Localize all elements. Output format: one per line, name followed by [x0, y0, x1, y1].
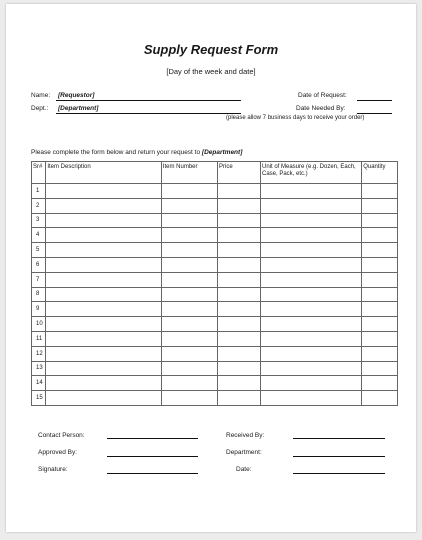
unit-of-measure-cell[interactable] — [260, 272, 361, 287]
price-cell[interactable] — [218, 391, 261, 406]
dept-value[interactable]: [Department] — [58, 105, 99, 112]
item-number-cell[interactable] — [161, 287, 217, 302]
quantity-cell[interactable] — [362, 346, 398, 361]
contact-person-field[interactable] — [107, 438, 198, 439]
date-of-request-label: Date of Request: — [298, 92, 347, 99]
item-description-cell[interactable] — [46, 302, 162, 317]
received-by-field[interactable] — [293, 438, 385, 439]
item-description-cell[interactable] — [46, 213, 162, 228]
table-row — [32, 257, 398, 272]
quantity-cell[interactable] — [362, 376, 398, 391]
item-number-cell[interactable] — [161, 257, 217, 272]
form-date-placeholder: [Day of the week and date] — [166, 67, 256, 76]
item-number-cell[interactable] — [161, 346, 217, 361]
unit-of-measure-cell[interactable] — [260, 376, 361, 391]
quantity-cell[interactable] — [362, 331, 398, 346]
date-field[interactable] — [293, 473, 385, 474]
date-label: Date: — [236, 466, 252, 473]
col-header-unit-of-measure: Unit of Measure (e.g. Dozen, Each, Case, Pack, etc.) — [260, 162, 361, 184]
name-value[interactable]: [Requestor] — [58, 92, 95, 99]
form-page — [6, 4, 416, 532]
department-field[interactable] — [293, 456, 385, 457]
department-label: Department: — [226, 449, 262, 456]
unit-of-measure-cell[interactable] — [260, 302, 361, 317]
date-of-request-field[interactable] — [357, 100, 392, 101]
col-header-item-description: Item Description — [46, 162, 162, 184]
name-label: Name: — [31, 92, 51, 99]
instructions-department: [Department] — [201, 149, 243, 156]
col-header-sr: Sr# — [32, 162, 46, 184]
item-description-cell[interactable] — [46, 243, 162, 258]
item-number-cell[interactable] — [161, 391, 217, 406]
item-description-cell[interactable] — [46, 346, 162, 361]
unit-of-measure-cell[interactable] — [260, 317, 361, 332]
item-description-cell[interactable] — [46, 331, 162, 346]
unit-of-measure-cell[interactable] — [260, 361, 361, 376]
price-cell[interactable] — [218, 287, 261, 302]
table-row — [32, 287, 398, 302]
sr-cell: 9 — [32, 302, 46, 317]
table-row — [32, 198, 398, 213]
table-row — [32, 272, 398, 287]
quantity-cell[interactable] — [362, 198, 398, 213]
instructions-text: Please complete the form below and return your request to — [31, 149, 202, 156]
date-needed-label: Date Needed By: — [296, 105, 346, 112]
quantity-cell[interactable] — [362, 243, 398, 258]
unit-of-measure-cell[interactable] — [260, 287, 361, 302]
quantity-cell[interactable] — [362, 257, 398, 272]
item-description-cell[interactable] — [46, 391, 162, 406]
sr-cell: 8 — [32, 287, 46, 302]
item-description-cell[interactable] — [46, 272, 162, 287]
item-number-cell[interactable] — [161, 184, 217, 199]
table-row — [32, 391, 398, 406]
item-number-cell[interactable] — [161, 228, 217, 243]
item-number-cell[interactable] — [161, 317, 217, 332]
approved-by-label: Approved By: — [38, 449, 78, 456]
quantity-cell[interactable] — [362, 213, 398, 228]
approved-by-field[interactable] — [107, 456, 198, 457]
quantity-cell[interactable] — [362, 391, 398, 406]
dept-label: Dept.: — [31, 105, 49, 112]
instructions — [31, 149, 242, 156]
unit-of-measure-cell[interactable] — [260, 198, 361, 213]
col-header-price: Price — [218, 162, 261, 184]
table-row — [32, 331, 398, 346]
price-cell[interactable] — [218, 317, 261, 332]
col-header-quantity: Quantity — [362, 162, 398, 184]
price-cell[interactable] — [218, 213, 261, 228]
unit-of-measure-cell[interactable] — [260, 243, 361, 258]
col-header-item-number: Item Number — [161, 162, 217, 184]
item-number-cell[interactable] — [161, 272, 217, 287]
sr-cell: 10 — [32, 317, 46, 332]
price-cell[interactable] — [218, 257, 261, 272]
quantity-cell[interactable] — [362, 361, 398, 376]
unit-of-measure-cell[interactable] — [260, 331, 361, 346]
unit-of-measure-cell[interactable] — [260, 346, 361, 361]
sr-cell: 4 — [32, 228, 46, 243]
table-row — [32, 346, 398, 361]
sr-cell: 6 — [32, 257, 46, 272]
item-description-cell[interactable] — [46, 228, 162, 243]
item-number-cell[interactable] — [161, 198, 217, 213]
price-cell[interactable] — [218, 331, 261, 346]
sr-cell: 2 — [32, 198, 46, 213]
unit-of-measure-cell[interactable] — [260, 213, 361, 228]
table-row — [32, 243, 398, 258]
sr-cell: 12 — [32, 346, 46, 361]
unit-of-measure-cell[interactable] — [260, 257, 361, 272]
unit-of-measure-cell[interactable] — [260, 391, 361, 406]
date-needed-field[interactable] — [357, 113, 392, 114]
sr-cell: 14 — [32, 376, 46, 391]
item-description-cell[interactable] — [46, 184, 162, 199]
price-cell[interactable] — [218, 184, 261, 199]
table-row — [32, 213, 398, 228]
item-description-cell[interactable] — [46, 257, 162, 272]
table-row — [32, 228, 398, 243]
table-row — [32, 184, 398, 199]
unit-of-measure-cell[interactable] — [260, 228, 361, 243]
price-cell[interactable] — [218, 228, 261, 243]
quantity-cell[interactable] — [362, 317, 398, 332]
sr-cell: 7 — [32, 272, 46, 287]
item-number-cell[interactable] — [161, 331, 217, 346]
quantity-cell[interactable] — [362, 302, 398, 317]
price-cell[interactable] — [218, 243, 261, 258]
item-description-cell[interactable] — [46, 287, 162, 302]
table-row — [32, 361, 398, 376]
item-description-cell[interactable] — [46, 198, 162, 213]
price-cell[interactable] — [218, 346, 261, 361]
received-by-label: Received By: — [226, 432, 265, 439]
contact-person-label: Contact Person: — [38, 432, 85, 439]
item-number-cell[interactable] — [161, 213, 217, 228]
signature-label: Signature: — [38, 466, 68, 473]
item-number-cell[interactable] — [161, 361, 217, 376]
form-title: Supply Request Form — [143, 42, 279, 57]
sr-cell: 5 — [32, 243, 46, 258]
sr-cell: 11 — [32, 331, 46, 346]
quantity-cell[interactable] — [362, 184, 398, 199]
table-row — [32, 376, 398, 391]
item-description-cell[interactable] — [46, 317, 162, 332]
dept-underline — [56, 113, 241, 114]
signature-field[interactable] — [107, 473, 198, 474]
price-cell[interactable] — [218, 198, 261, 213]
price-cell[interactable] — [218, 272, 261, 287]
business-days-note: (please allow 7 business days to receive your order) — [226, 115, 365, 121]
quantity-cell[interactable] — [362, 228, 398, 243]
quantity-cell[interactable] — [362, 272, 398, 287]
supply-table — [31, 161, 398, 406]
item-description-cell[interactable] — [46, 361, 162, 376]
sr-cell: 15 — [32, 391, 46, 406]
sr-cell: 13 — [32, 361, 46, 376]
price-cell[interactable] — [218, 302, 261, 317]
unit-of-measure-cell[interactable] — [260, 184, 361, 199]
item-description-cell[interactable] — [46, 376, 162, 391]
table-header-row — [32, 162, 398, 184]
price-cell[interactable] — [218, 361, 261, 376]
table-row — [32, 317, 398, 332]
item-number-cell[interactable] — [161, 302, 217, 317]
sr-cell: 1 — [32, 184, 46, 199]
sr-cell: 3 — [32, 213, 46, 228]
name-underline — [56, 100, 241, 101]
price-cell[interactable] — [218, 376, 261, 391]
item-number-cell[interactable] — [161, 376, 217, 391]
item-number-cell[interactable] — [161, 243, 217, 258]
quantity-cell[interactable] — [362, 287, 398, 302]
table-row — [32, 302, 398, 317]
